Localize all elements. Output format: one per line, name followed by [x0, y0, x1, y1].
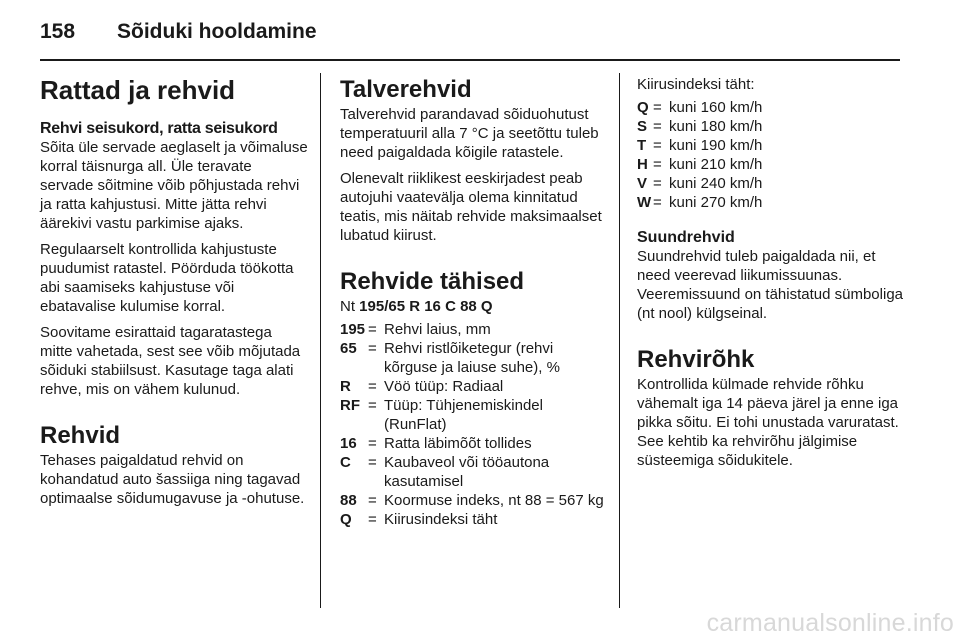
- paragraph: Talverehvid parandavad sõiduohutust temperatuuril alla 7 °C ja seetõttu tuleb need paigaldada kõigile ratastele.: [340, 106, 599, 161]
- section-title-tires: Rehvid: [40, 422, 121, 449]
- definition-key: 65: [340, 340, 357, 357]
- speed-index-intro: Kiirusindeksi täht:: [637, 76, 755, 93]
- speed-key: S: [637, 118, 648, 135]
- definition-value: Tüüp: Tühjenemiskindel (RunFlat): [384, 397, 543, 433]
- definition-row: C = Kaubaveol või tööautona kasutamisel: [340, 453, 605, 491]
- paragraph: Suundrehvid tuleb paigaldada nii, et need veerevad liikumissuunas. Veeremissuund on tähistatud sümboliga (nt nool) külgseinal.: [637, 248, 904, 322]
- subheading-tire-condition: Rehvi seisukord, ratta seisukord: [40, 120, 278, 137]
- speed-value: kuni 240 km/h: [669, 175, 763, 192]
- speed-row: T = kuni 190 km/h: [637, 136, 905, 155]
- column-left: [40, 75, 308, 515]
- section-title-wheels-tires: Rattad ja rehvid: [40, 75, 236, 105]
- definition-value: Kiirusindeksi täht: [384, 511, 498, 528]
- tire-code-definitions: [340, 320, 605, 529]
- definition-value: Rehvi ristlõiketegur (rehvi kõrguse ja laiuse suhe), %: [384, 340, 560, 376]
- example-prefix: Nt: [340, 298, 355, 315]
- paragraph: Regulaarselt kontrollida kahjustuste puudumist ratastel. Pöörduda töökotta abi saamiseks kahjustuse või ebatavalise kulumise korral.: [40, 241, 294, 315]
- tire-code: 195/65 R 16 C 88 Q: [359, 298, 493, 315]
- speed-value: kuni 210 km/h: [669, 156, 763, 173]
- paragraph: Sõita üle servade aeglaselt ja võimaluse korral täisnurga all. Üle teravate servade sõitmine võib põhjustada rehvi ja ratta kahjustusi. Mitte jätta rehvi äärekivi vastu parkimise ajaks.: [40, 139, 308, 232]
- definition-row: 16 = Ratta läbimõõt tollides: [340, 434, 605, 453]
- definition-key: Q: [340, 511, 352, 528]
- watermark: carmanualsonline.info: [706, 609, 954, 637]
- definition-value: Rehvi laius, mm: [384, 321, 491, 338]
- tire-code-example: [340, 297, 605, 316]
- speed-row: H = kuni 210 km/h: [637, 155, 905, 174]
- column-right: [637, 75, 905, 477]
- page-number: 158: [40, 20, 76, 43]
- paragraph: Olenevalt riiklikest eeskirjadest peab autojuhi vaatevälja olema kinnitatud teatis, mis näitab rehvide maksimaalset lubatud kiirust.: [340, 170, 602, 244]
- definition-value: Koormuse indeks, nt 88 = 567 kg: [384, 492, 604, 509]
- speed-row: W = kuni 270 km/h: [637, 193, 905, 212]
- definition-key: 195: [340, 321, 366, 338]
- definition-row: 88 = Koormuse indeks, nt 88 = 567 kg: [340, 492, 604, 509]
- definition-value: Ratta läbimõõt tollides: [384, 435, 532, 452]
- speed-row: S = kuni 180 km/h: [637, 117, 905, 136]
- definition-row: 65 = Rehvi ristlõiketegur (rehvi kõrguse ja laiuse suhe), %: [340, 339, 605, 377]
- chapter-title: Sõiduki hooldamine: [117, 20, 317, 43]
- speed-value: kuni 270 km/h: [669, 194, 763, 211]
- definition-key: RF: [340, 397, 360, 414]
- speed-index-list: [637, 98, 905, 212]
- definition-row: R = Vöö tüüp: Radiaal: [340, 377, 605, 396]
- speed-key: W: [637, 194, 652, 211]
- definition-value: Kaubaveol või tööautona kasutamisel: [384, 454, 550, 490]
- speed-value: kuni 160 km/h: [669, 99, 763, 116]
- speed-key: V: [637, 175, 648, 192]
- definition-row: RF = Tüüp: Tühjenemiskindel (RunFlat): [340, 396, 605, 434]
- paragraph: Soovitame esirattaid tagaratastega mitte vahetada, sest see võib mõjutada sõiduki stabiilsust. Kasutage taga alati rehve, mis on vähem kulunud.: [40, 324, 301, 398]
- column-divider-left: [320, 73, 321, 608]
- speed-row: Q = kuni 160 km/h: [637, 98, 905, 117]
- speed-row: V = kuni 240 km/h: [637, 174, 905, 193]
- speed-value: kuni 190 km/h: [669, 137, 763, 154]
- definition-key: 88: [340, 492, 357, 509]
- speed-key: Q: [637, 99, 649, 116]
- section-title-tire-markings: Rehvide tähised: [340, 268, 525, 295]
- column-middle: [340, 75, 605, 529]
- definition-key: 16: [340, 435, 357, 452]
- definition-key: C: [340, 454, 351, 471]
- section-title-tire-pressure: Rehvirõhk: [637, 346, 755, 373]
- speed-key: T: [637, 137, 647, 154]
- definition-row: 195 = Rehvi laius, mm: [340, 320, 605, 339]
- section-title-winter-tires: Talverehvid: [340, 76, 472, 103]
- column-divider-right: [619, 73, 620, 608]
- paragraph: Tehases paigaldatud rehvid on kohandatud auto šassiiga ning tagavad optimaalse sõidumugavuse ja -ohutuse.: [40, 452, 305, 507]
- speed-value: kuni 180 km/h: [669, 118, 763, 135]
- definition-value: Vöö tüüp: Radiaal: [384, 378, 504, 395]
- definition-row: Q = Kiirusindeksi täht: [340, 510, 605, 529]
- header-rule: [40, 59, 900, 61]
- speed-key: H: [637, 156, 648, 173]
- subheading-directional-tires: Suundrehvid: [637, 229, 735, 246]
- definition-key: R: [340, 378, 351, 395]
- paragraph: Kontrollida külmade rehvide rõhku vähemalt iga 14 päeva järel ja enne iga pikka sõitu. Ei tohi unustada varuratast. See kehtib ka rehvirõhu jälgimise süsteemiga sõidukitele.: [637, 376, 899, 469]
